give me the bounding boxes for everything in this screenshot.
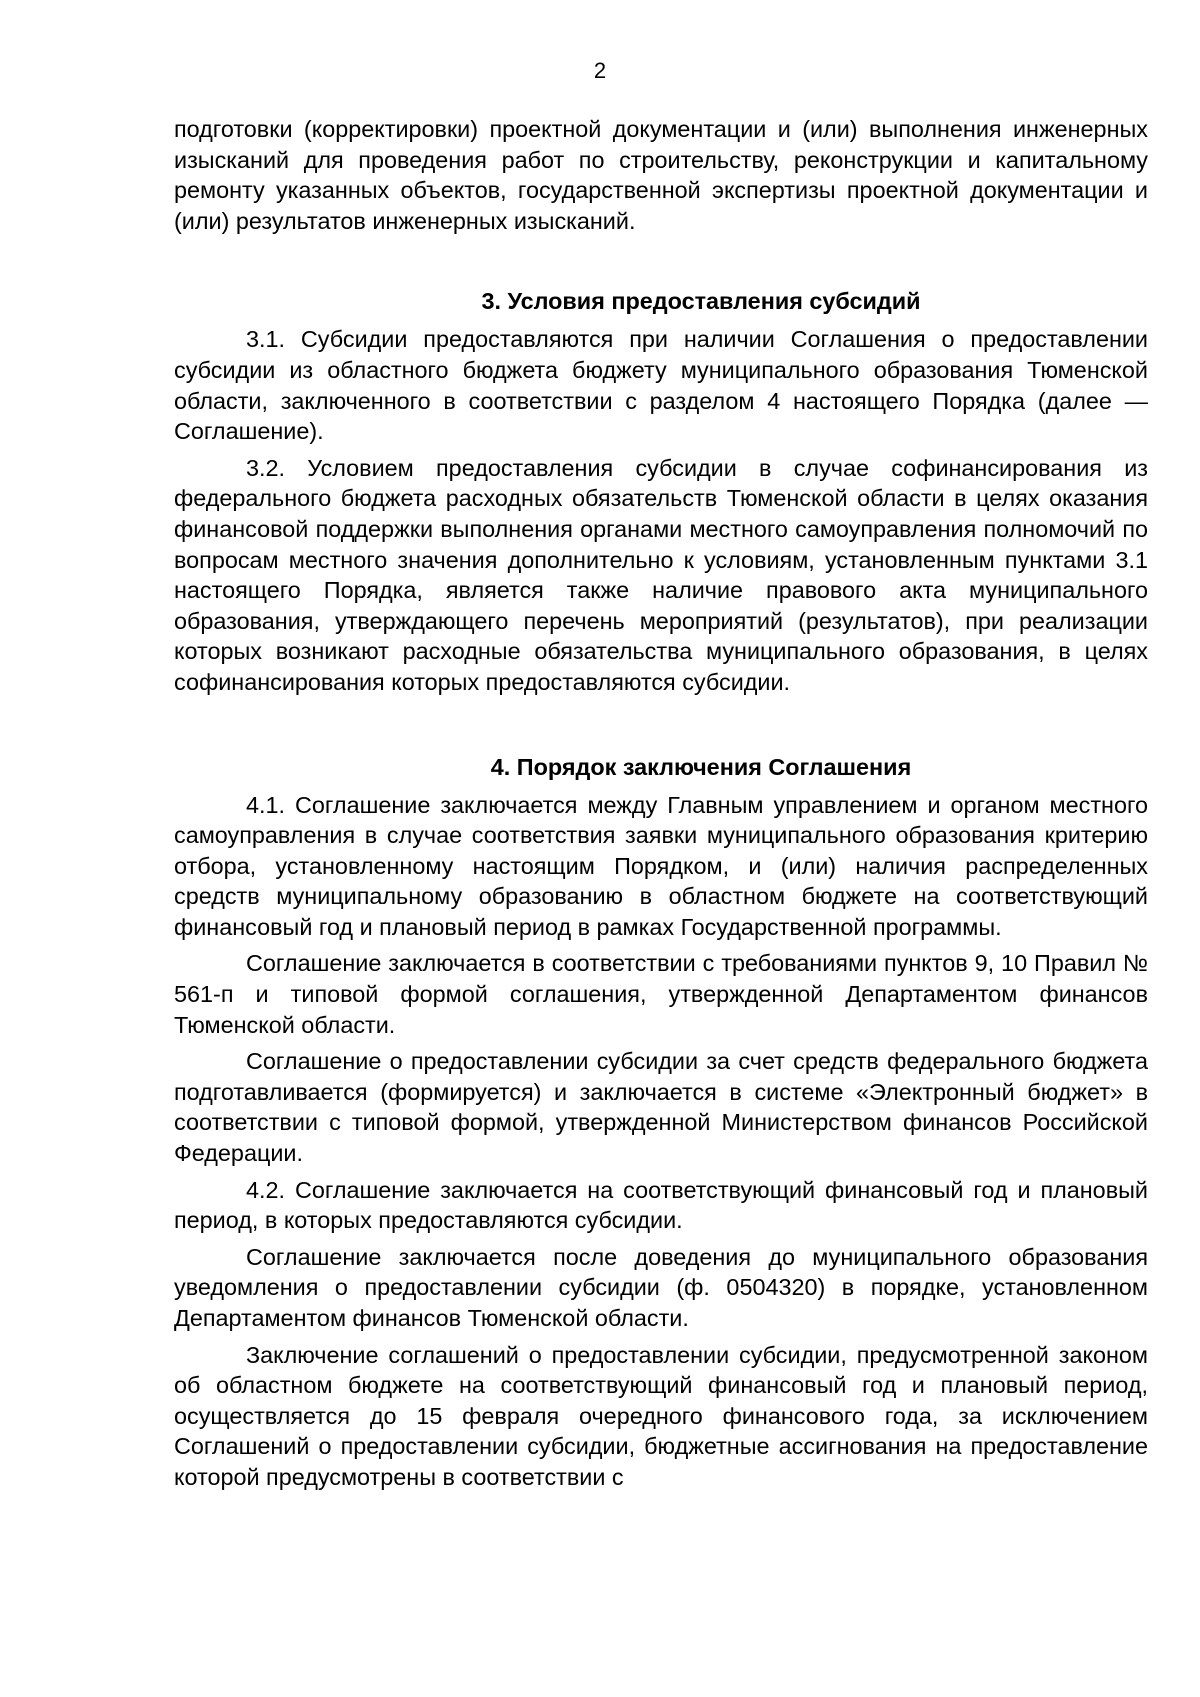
intro-paragraph: подготовки (корректировки) проектной документации и (или) выполнения инженерных изысканий для проведения работ по строительству, реконструкции и капитальному ремонту указанных объектов, государственной экспертизы проектной документации и (или) результатов инженерных изысканий. — [174, 116, 1148, 234]
paragraph-3-1: 3.1. Субсидии предоставляются при наличии Соглашения о предоставлении субсидии из областного бюджета бюджету муниципального образования Тюменской области, заключенного в соответствии с разделом 4 настоящего Порядка (далее — Соглашение). — [174, 326, 1148, 445]
page-number: 2 — [593, 58, 607, 83]
paragraph-3-2: 3.2. Условием предоставления субсидии в случае софинансирования из федерального бюджета расходных обязательств Тюменской области в целях оказания финансовой поддержки выполнения органами местного самоуправления полномочий по вопросам местного значения дополнительно к условиям, установленным пунктами 3.1 настоящего Порядка, является также наличие правового акта муниципального образования, утверждающего перечень мероприятий (результатов), при реализации которых возникают расходные обязательства муниципального образования, в целях софинансирования которых предоставляются субсидии. — [174, 454, 1148, 695]
paragraph-4-1-requirements: Соглашение заключается в соответствии с требованиями пунктов 9, 10 Правил № 561-п и типовой формой соглашения, утвержденной Департаментом финансов Тюменской области. — [174, 950, 1148, 1038]
section-4-heading: 4. Порядок заключения Соглашения — [490, 753, 912, 780]
paragraph-4-1: 4.1. Соглашение заключается между Главным управлением и органом местного самоуправления в случае соответствия заявки муниципального образования критерию отбора, установленному настоящим Порядком, и (или) наличия распределенных средств муниципальному образованию в областном бюджете на соответствующий финансовый год и плановый период в рамках Государственной программы. — [174, 791, 1148, 940]
paragraph-4-2-notice: Соглашение заключается после доведения до муниципального образования уведомления о предоставлении субсидии (ф. 0504320) в порядке, установленном Департаментом финансов Тюменской области. — [174, 1243, 1148, 1331]
paragraph-4-2-deadline: Заключение соглашений о предоставлении субсидии, предусмотренной законом об областном бюджете на соответствующий финансовый год и плановый период, осуществляется до 15 февраля очередного финансового года, за исключением Соглашений о предоставлении субсидии, бюджетные ассигнования на предоставление которой предусмотрены в соответствии с — [174, 1341, 1148, 1490]
section-3-heading: 3. Условия предоставления субсидий — [481, 288, 921, 315]
paragraph-4-2: 4.2. Соглашение заключается на соответствующий финансовый год и плановый период, в которых предоставляются субсидии. — [174, 1176, 1148, 1234]
document-body — [174, 114, 1148, 1493]
paragraph-4-1-federal: Соглашение о предоставлении субсидии за счет средств федерального бюджета подготавливается (формируется) и заключается в системе «Электронный бюджет» в соответствии с типовой формой, утвержденной Министерством финансов Российской Федерации. — [174, 1048, 1148, 1167]
